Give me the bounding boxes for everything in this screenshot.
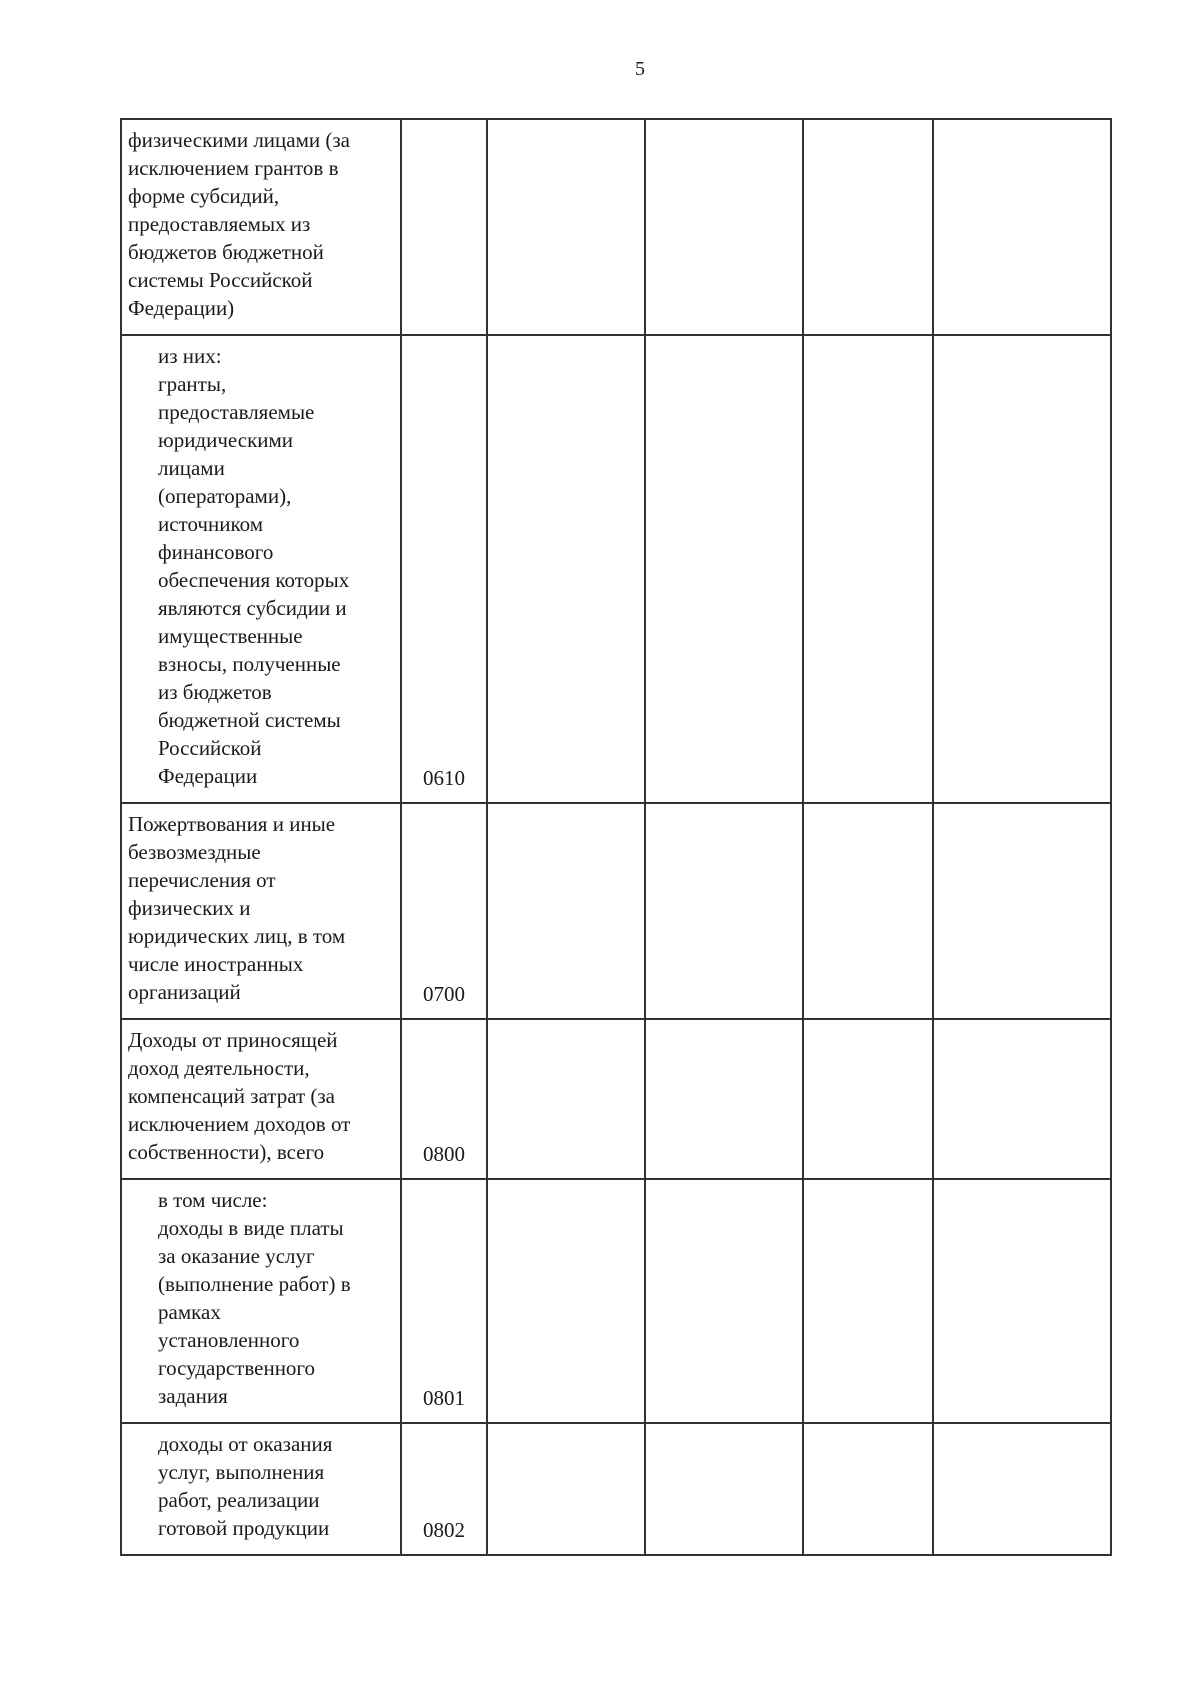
row-description: Пожертвования и иные безвозмездные перечисления от физических и юридических лиц, в том числе иностранных организаций <box>128 812 346 1004</box>
empty-cell <box>803 1423 933 1555</box>
empty-cell <box>933 335 1111 803</box>
row-code-cell: 0700 <box>401 803 487 1019</box>
empty-cell <box>645 1179 803 1423</box>
row-code-cell: 0802 <box>401 1423 487 1555</box>
row-description: в том числе: доходы в виде платы за оказание услуг (выполнение работ) в рамках установленного государственного задания <box>158 1188 351 1408</box>
row-code-cell <box>401 119 487 335</box>
row-code-cell: 0610 <box>401 335 487 803</box>
row-description-cell <box>121 1423 401 1555</box>
empty-cell <box>487 119 645 335</box>
empty-cell <box>803 1179 933 1423</box>
empty-cell <box>487 803 645 1019</box>
empty-cell <box>933 1423 1111 1555</box>
income-table <box>120 118 1112 1556</box>
empty-cell <box>487 1019 645 1179</box>
page-number: 5 <box>635 58 645 80</box>
empty-cell <box>487 1179 645 1423</box>
empty-cell <box>645 119 803 335</box>
row-description-cell <box>121 1179 401 1423</box>
empty-cell <box>645 335 803 803</box>
row-description: Доходы от приносящей доход деятельности, компенсаций затрат (за исключением доходов от собственности), всего <box>128 1028 351 1164</box>
empty-cell <box>933 1179 1111 1423</box>
empty-cell <box>803 1019 933 1179</box>
empty-cell <box>933 803 1111 1019</box>
empty-cell <box>487 335 645 803</box>
empty-cell <box>645 1423 803 1555</box>
table-row <box>121 335 1111 803</box>
empty-cell <box>645 1019 803 1179</box>
row-code-cell: 0801 <box>401 1179 487 1423</box>
row-description-cell <box>121 803 401 1019</box>
row-description-cell <box>121 1019 401 1179</box>
table-row <box>121 119 1111 335</box>
row-description: из них: гранты, предоставляемые юридическими лицами (операторами), источником финансового обеспечения которых являются субсидии и имущественные взносы, полученные из бюджетов бюджетной системы Российской Федерации <box>158 344 350 788</box>
table-row <box>121 1423 1111 1555</box>
table-row <box>121 803 1111 1019</box>
table-row <box>121 1179 1111 1423</box>
empty-cell <box>933 1019 1111 1179</box>
empty-cell <box>933 119 1111 335</box>
table-row <box>121 1019 1111 1179</box>
empty-cell <box>803 335 933 803</box>
row-description-cell <box>121 119 401 335</box>
empty-cell <box>803 119 933 335</box>
row-description-cell <box>121 335 401 803</box>
empty-cell <box>487 1423 645 1555</box>
empty-cell <box>803 803 933 1019</box>
empty-cell <box>645 803 803 1019</box>
row-code-cell: 0800 <box>401 1019 487 1179</box>
row-description: доходы от оказания услуг, выполнения работ, реализации готовой продукции <box>158 1432 333 1540</box>
row-description: физическими лицами (за исключением грантов в форме субсидий, предоставляемых из бюджетов бюджетной системы Российской Федерации) <box>128 128 350 320</box>
